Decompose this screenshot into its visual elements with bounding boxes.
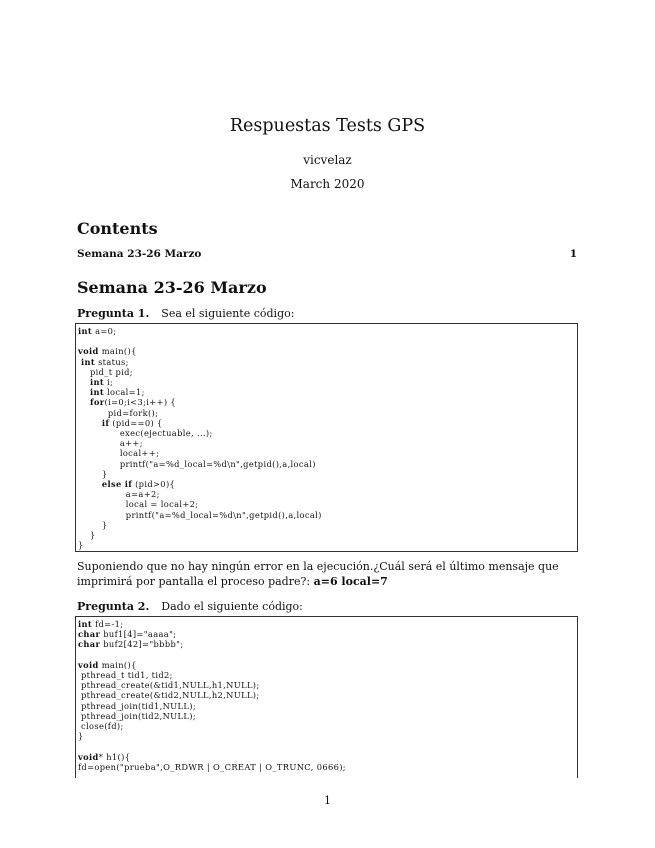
section-heading: Semana 23-26 Marzo: [77, 278, 267, 297]
question-2-label: Pregunta 2.: [77, 600, 150, 613]
code-1-line: void main(){: [78, 346, 137, 357]
code-1-line: [78, 336, 575, 346]
code-1-line: }: [78, 540, 84, 551]
code-1-line: a++;: [78, 438, 143, 449]
code-2-line: pthread_create(&tid1,NULL,h1,NULL);: [78, 680, 260, 691]
code-1-line: if (pid==0) {: [101, 417, 163, 428]
code-2-line: char buf1[4]="aaaa";: [78, 629, 177, 640]
code-1-line: exec(ejectuable, ...);: [78, 428, 213, 439]
code-1-line: }: [78, 530, 96, 541]
code-2-line: fd=open("prueba",O_RDWR | O_CREAT | O_TRUNC, 0666);: [78, 761, 346, 772]
code-2-line: pthread_create(&tid2,NULL,h2,NULL);: [78, 690, 260, 701]
code-2-line: void main(){: [78, 659, 137, 670]
code-1-line: }: [78, 468, 108, 479]
code-1-line: int a=0;: [78, 326, 117, 336]
toc-entry[interactable]: [77, 248, 577, 260]
code-listing-1: [78, 326, 575, 550]
question-1-text: [77, 559, 579, 589]
toc-entry-label: Semana 23-26 Marzo: [77, 248, 202, 260]
code-2-line: close(fd);: [78, 721, 124, 732]
document-title: Respuestas Tests GPS: [229, 116, 426, 136]
code-2-line: pthread_join(tid1,NULL);: [78, 700, 196, 711]
code-block-1: [75, 323, 578, 552]
code-1-line: int i;: [89, 377, 114, 388]
question-1-header: [77, 307, 294, 320]
code-1-line: local++;: [78, 448, 160, 459]
question-1-label: Pregunta 1.: [77, 307, 150, 320]
code-2-line: [78, 741, 575, 751]
code-1-line: }: [78, 519, 108, 530]
code-2-line: void* h1(){: [78, 751, 131, 762]
page-number: 1: [324, 794, 331, 807]
code-2-line: pthread_join(tid2,NULL);: [78, 710, 196, 721]
code-1-line: pid=fork();: [78, 407, 159, 418]
contents-heading: Contents: [77, 219, 158, 238]
question-2-prompt: Dado el siguiente código:: [161, 600, 303, 613]
code-2-line: int fd=-1;: [78, 619, 124, 629]
code-1-line: pid_t pid;: [78, 366, 133, 377]
question-1-answer: a=6 local=7: [313, 575, 388, 588]
code-1-line: printf("a=%d_local=%d\n",getpid(),a,local): [78, 458, 316, 469]
code-1-line: for(i=0;i<3;i++) {: [89, 397, 177, 408]
code-1-line: int status;: [81, 356, 129, 367]
question-1-prompt: Sea el siguiente código:: [161, 307, 295, 320]
code-1-line: printf("a=%d_local=%d\n",getpid(),a,local): [78, 509, 322, 520]
question-2-header: [77, 600, 303, 613]
code-1-line: else if (pid>0){: [101, 479, 176, 490]
code-1-line: int local=1;: [89, 387, 145, 398]
code-listing-2: [78, 619, 575, 772]
code-2-line: char buf2[42]="bbbb";: [78, 639, 184, 650]
code-2-line: }: [78, 731, 84, 742]
code-block-2: [75, 616, 578, 778]
document-date: March 2020: [290, 177, 365, 191]
code-1-line: a=a+2;: [78, 489, 160, 500]
code-1-line: local = local+2;: [78, 499, 199, 510]
question-1-question: Suponiendo que no hay ningún error en la ejecución.¿Cuál será el último mensaje que imprimirá por pantalla el proceso padre?:: [77, 560, 559, 588]
toc-entry-page: 1: [569, 248, 577, 260]
code-2-line: [78, 650, 575, 660]
code-2-line: pthread_t tid1, tid2;: [78, 670, 173, 681]
document-author: vicvelaz: [303, 153, 352, 167]
